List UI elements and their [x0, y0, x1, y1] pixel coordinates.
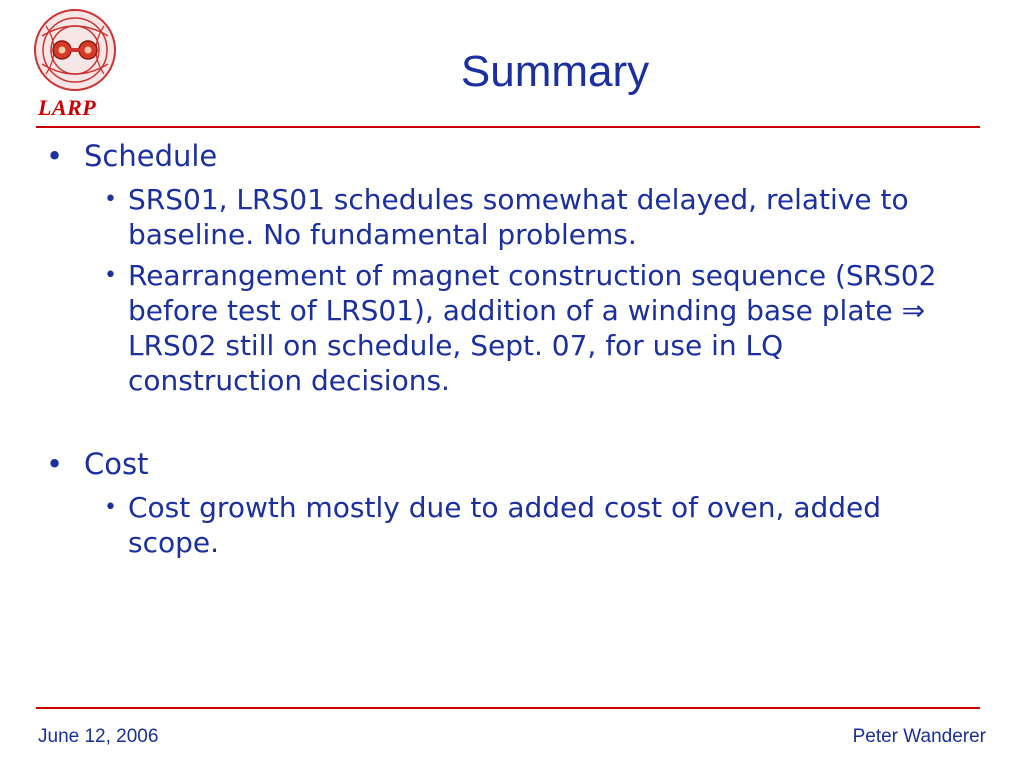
header-divider — [36, 126, 980, 128]
sub-bullet — [46, 258, 966, 398]
bullet-dot: • — [104, 187, 117, 212]
sub-bullet — [46, 182, 966, 252]
logo-text: LARP — [38, 95, 97, 120]
bullet-dot: • — [104, 263, 117, 288]
sub-bullet-text: SRS01, LRS01 schedules somewhat delayed, relative to baseline. No fundamental problems. — [128, 183, 909, 251]
slide-title: Summary — [460, 47, 650, 96]
sub-bullet — [46, 490, 966, 560]
sub-bullet-text: Rearrangement of magnet construction sequence (SRS02 before test of LRS01), addition of a winding base plate ⇒ LRS02 still on schedule, Sept. 07, for use in LQ construction decisions. — [128, 259, 937, 397]
bullet-cost — [46, 444, 966, 484]
footer-author: Peter Wanderer — [852, 726, 986, 747]
bullet-text: Schedule — [84, 139, 218, 173]
bullet-dot: • — [46, 139, 64, 173]
footer-date: June 12, 2006 — [38, 726, 159, 747]
larp-logo-icon — [32, 6, 118, 98]
footer-divider — [36, 707, 980, 709]
bullet-text: Cost — [84, 447, 149, 481]
bullet-schedule — [46, 136, 966, 176]
spacer — [46, 398, 966, 444]
sub-bullet-text: Cost growth mostly due to added cost of oven, added scope. — [128, 491, 882, 559]
slide-content — [46, 136, 966, 560]
bullet-dot: • — [104, 495, 117, 520]
bullet-dot: • — [46, 447, 64, 481]
